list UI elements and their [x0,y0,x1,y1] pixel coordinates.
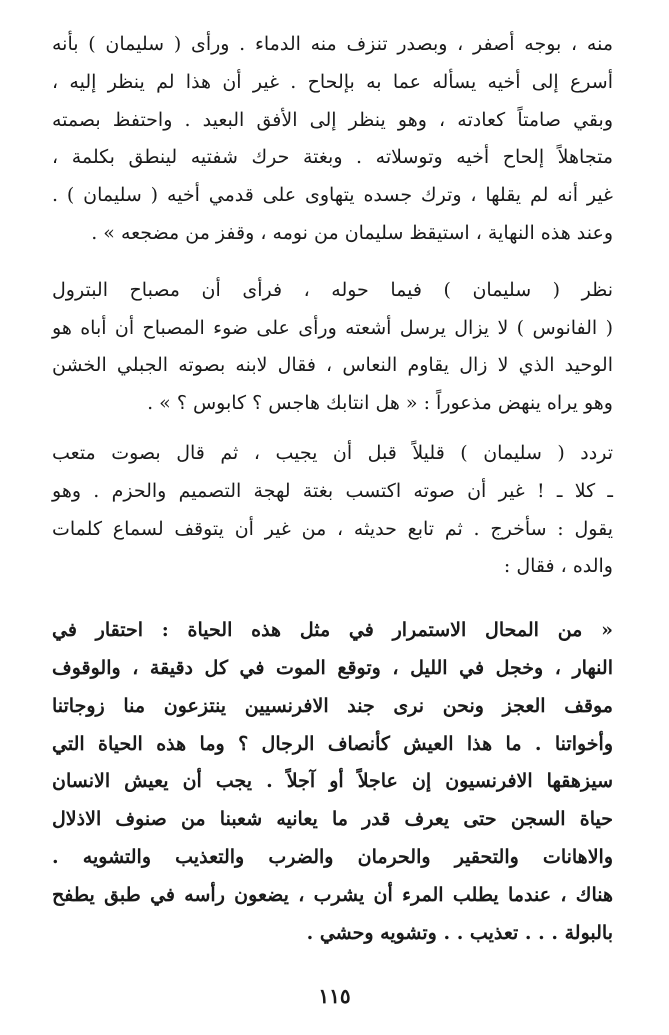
text-line: وعند هذه النهاية ، استيقظ سليمان من نومه ، وقفز من مضجعه » . [91,221,613,244]
text-line: غير أنه لم يقلها ، وترك جسده يتهاوى على قدمي أخيه ( سليمان ) . [52,184,613,207]
text-line: والده ، فقال : [503,555,613,578]
page-number: ١١٥ [318,984,351,1008]
text-line: حياة السجن حتى يعرف قدر ما يعانيه شعبنا من صنوف الاذلال [52,808,613,831]
text-line: موقف العجز ونحن نرى جند الافرنسيين ينتزعون منا زوجاتنا [52,694,613,717]
text-line: النهار ، وخجل في الليل ، وتوقع الموت في كل دقيقة ، والوقوف [52,656,613,679]
text-line: هناك ، عندما يطلب المرء أن يشرب ، يضعون رأسه في طبق يطفح [52,883,613,906]
text-line: الوحيد الذي لا زال يقاوم النعاس ، فقال لابنه بصوته الجبلي الخشن [52,354,613,377]
text-line: سيزهقها الافرنسيون إن عاجلاً أو آجلاً . يجب أن يعيش الانسان [52,770,613,793]
text-line: نظر ( سليمان ) فيما حوله ، فرأى أن مصباح البترول [52,278,613,301]
text-line: والاهانات والتحقير والحرمان والضرب والتعذيب والتشويه . [52,845,613,868]
text-line: وأخواتنا . ما هذا العيش كأنصاف الرجال ؟ وما هذه الحياة التي [52,732,613,755]
paragraph-dream-ending [52,26,613,253]
text-line: منه ، بوجه أصفر ، وبصدر تنزف منه الدماء . ورأى ( سليمان ) بأنه [52,33,613,55]
text-line: وهو يراه ينهض مذعوراً : « هل انتابك هاجس ؟ كابوس ؟ » . [147,392,613,415]
text-line: متجاهلاً إلحاح أخيه وتوسلاته . وبغتة حرك شفتيه لينطق بكلمة ، [52,146,613,169]
text-line: « من المحال الاستمرار في مثل هذه الحياة : احتقار في [52,619,613,642]
paragraph-suleiman-reply [52,435,613,586]
text-line: ـ كلا ـ ! غير أن صوته اكتسب بغتة لهجة التصميم والحزم . وهو [52,479,613,502]
text-line: وبقي صامتاً كعادته ، وهو ينظر إلى الأفق البعيد . واحتفظ بصمته [52,108,613,131]
text-line: تردد ( سليمان ) قليلاً قبل أن يجيب ، ثم قال بصوت متعب [52,441,613,464]
text-line: يقول : سأخرج . ثم تابع حديثه ، من غير أن يتوقف لسماع كلمات [52,517,613,540]
paragraph-quoted-speech [52,612,613,952]
text-line: ( الفانوس ) لا يزال يرسل أشعته ورأى على ضوء المصباح أن أباه هو [52,316,613,339]
text-line: أسرع إلى أخيه يسأله عما به بإلحاح . غير أن هذا لم ينظر إليه ، [52,70,613,93]
paragraph-father-question [52,272,613,423]
text-line: بالبولة . . . تعذيب . . وتشويه وحشي . [306,921,613,944]
